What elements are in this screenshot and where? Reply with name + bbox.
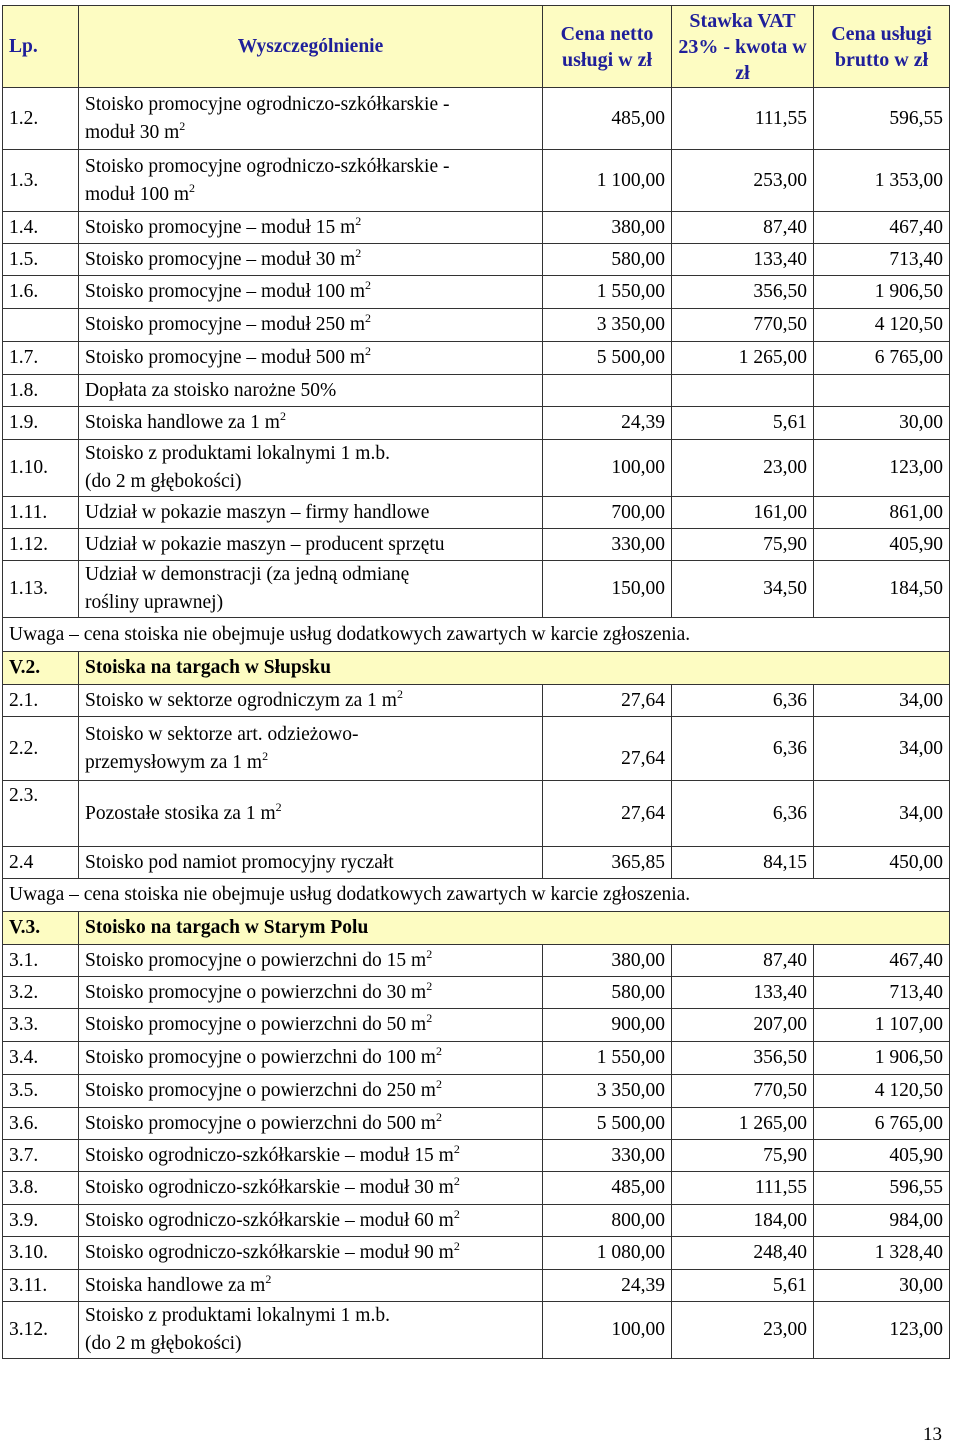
- superscript: 2: [179, 118, 186, 133]
- row-number: 2.3.: [3, 781, 79, 847]
- description-text: Stoisko promocyjne o powierzchni do 500 m: [85, 1112, 436, 1134]
- row-number: 3.5.: [3, 1075, 79, 1108]
- description-line: Stoisko w sektorze art. odzieżowo-: [85, 723, 359, 745]
- row-description: [79, 497, 543, 529]
- vat-amount: 1 265,00: [672, 342, 814, 375]
- row-number: 2.2.: [3, 717, 79, 781]
- section-number: V.2.: [3, 652, 79, 685]
- description-text: rośliny uprawnej): [85, 592, 224, 613]
- vat-amount: 133,40: [672, 977, 814, 1009]
- description-line: Stoisko promocyjne ogrodniczo-szkółkarskie -: [85, 93, 450, 115]
- description-text: Stoisko promocyjne o powierzchni do 250 m: [85, 1080, 436, 1101]
- description-text: przemysłowym za 1 m: [85, 751, 263, 773]
- description-line: [85, 119, 536, 147]
- price-brutto: 1 353,00: [814, 150, 950, 212]
- row-description: [79, 717, 543, 781]
- description-text: Stoisko promocyjne – moduł 500 m: [85, 347, 366, 368]
- price-brutto: 984,00: [814, 1205, 950, 1237]
- description-text: Stoisko promocyjne – moduł 100 m: [85, 281, 366, 302]
- description-line: Stoisko z produktami lokalnymi 1 m.b.: [85, 443, 390, 464]
- table-row: [3, 1237, 950, 1270]
- price-netto: 27,64: [543, 781, 672, 847]
- header-row: [3, 6, 950, 88]
- price-brutto: 6 765,00: [814, 1108, 950, 1140]
- vat-amount: 6,36: [672, 717, 814, 781]
- row-description: [79, 1140, 543, 1172]
- superscript: 2: [453, 1141, 460, 1156]
- superscript: 2: [355, 245, 362, 260]
- vat-amount: 207,00: [672, 1009, 814, 1042]
- vat-amount: 770,50: [672, 1075, 814, 1108]
- row-number: 2.1.: [3, 685, 79, 717]
- table-row: [3, 1270, 950, 1302]
- price-netto: 1 550,00: [543, 1042, 672, 1075]
- note-text: Uwaga – cena stoiska nie obejmuje usług dodatkowych zawartych w karcie zgłoszenia.: [3, 879, 950, 912]
- row-number: 3.6.: [3, 1108, 79, 1140]
- price-netto: 330,00: [543, 529, 672, 561]
- table-row: [3, 685, 950, 717]
- vat-amount: 34,50: [672, 561, 814, 618]
- vat-amount: 75,90: [672, 529, 814, 561]
- price-brutto: 405,90: [814, 529, 950, 561]
- price-netto: 380,00: [543, 212, 672, 244]
- price-brutto: 713,40: [814, 244, 950, 276]
- description-line: [85, 468, 536, 496]
- table-row: [3, 1205, 950, 1237]
- description-text: Stoisko promocyjne o powierzchni do 30 m: [85, 981, 427, 1003]
- price-brutto: 34,00: [814, 685, 950, 717]
- description-text: Stoisko ogrodniczo-szkółkarskie – moduł 30 m: [85, 1177, 454, 1198]
- table-row: [3, 244, 950, 276]
- price-brutto: 1 107,00: [814, 1009, 950, 1042]
- price-netto: 3 350,00: [543, 1075, 672, 1108]
- price-netto: 485,00: [543, 1172, 672, 1205]
- page-number: 13: [923, 1424, 942, 1445]
- description-line: [85, 181, 536, 209]
- section-1-body: [3, 88, 950, 618]
- superscript: 2: [262, 748, 269, 763]
- row-description: [79, 1075, 543, 1108]
- price-netto: 700,00: [543, 497, 672, 529]
- price-brutto: 6 765,00: [814, 342, 950, 375]
- vat-amount: 111,55: [672, 88, 814, 150]
- price-netto: 3 350,00: [543, 309, 672, 342]
- row-number: 3.2.: [3, 977, 79, 1009]
- row-number: 2.4: [3, 847, 79, 879]
- price-brutto: 34,00: [814, 717, 950, 781]
- vat-amount: 5,61: [672, 1270, 814, 1302]
- row-number: 3.1.: [3, 945, 79, 977]
- vat-amount: 87,40: [672, 945, 814, 977]
- price-brutto: 861,00: [814, 497, 950, 529]
- section-header-row: [3, 912, 950, 945]
- description-line: Udział w demonstracji (za jedną odmianę: [85, 564, 410, 585]
- row-description: [79, 1108, 543, 1140]
- table-row: [3, 977, 950, 1009]
- description-text: Stoisko promocyjne o powierzchni do 100 m: [85, 1047, 436, 1068]
- row-description: [79, 977, 543, 1009]
- vat-amount: 23,00: [672, 1302, 814, 1359]
- price-brutto: 1 906,50: [814, 276, 950, 309]
- row-description: [79, 1042, 543, 1075]
- description-text: (do 2 m głębokości): [85, 1333, 242, 1354]
- price-netto: 330,00: [543, 1140, 672, 1172]
- superscript: 2: [426, 978, 433, 993]
- price-brutto: 713,40: [814, 977, 950, 1009]
- price-brutto: 1 328,40: [814, 1237, 950, 1270]
- price-netto: 150,00: [543, 561, 672, 618]
- row-number: 3.9.: [3, 1205, 79, 1237]
- table-row: [3, 847, 950, 879]
- row-description: [79, 1302, 543, 1359]
- row-description: [79, 847, 543, 879]
- table-row: [3, 440, 950, 497]
- description-text: Pozostałe stosika za 1 m: [85, 802, 276, 824]
- table-row: [3, 1042, 950, 1075]
- price-netto: 1 550,00: [543, 276, 672, 309]
- vat-amount: 248,40: [672, 1237, 814, 1270]
- row-description: [79, 212, 543, 244]
- price-netto: 1 100,00: [543, 150, 672, 212]
- row-number: [3, 309, 79, 342]
- row-description: [79, 276, 543, 309]
- vat-amount: 111,55: [672, 1172, 814, 1205]
- row-number: 3.12.: [3, 1302, 79, 1359]
- description-text: Stoisko promocyjne – moduł 250 m: [85, 314, 366, 335]
- row-number: 3.4.: [3, 1042, 79, 1075]
- price-netto: 580,00: [543, 244, 672, 276]
- table-row: [3, 375, 950, 407]
- table-row: [3, 276, 950, 309]
- section-header-row: [3, 652, 950, 685]
- description-text: Stoisko promocyjne – moduł 15 m: [85, 216, 356, 238]
- section-title: Stoisko na targach w Starym Polu: [79, 912, 950, 945]
- row-description: [79, 407, 543, 440]
- row-number: 1.13.: [3, 561, 79, 618]
- section-3-body: [3, 945, 950, 1359]
- row-number: 1.9.: [3, 407, 79, 440]
- description-line: Stoisko promocyjne ogrodniczo-szkółkarskie -: [85, 155, 450, 177]
- price-netto: 5 500,00: [543, 1108, 672, 1140]
- description-text: Stoiska handlowe za m: [85, 1274, 266, 1296]
- price-netto: 24,39: [543, 1270, 672, 1302]
- price-netto: 380,00: [543, 945, 672, 977]
- superscript: 2: [365, 344, 372, 358]
- description-line: Stoisko z produktami lokalnymi 1 m.b.: [85, 1305, 390, 1326]
- price-brutto: 184,50: [814, 561, 950, 618]
- col-desc-header: Wyszczególnienie: [79, 6, 543, 88]
- table-row: [3, 1009, 950, 1042]
- vat-amount: 1 265,00: [672, 1108, 814, 1140]
- vat-amount: 133,40: [672, 244, 814, 276]
- description-line: [85, 1330, 536, 1358]
- table-row: [3, 1075, 950, 1108]
- row-description: [79, 781, 543, 847]
- row-description: [79, 1237, 543, 1270]
- table-row: [3, 1302, 950, 1359]
- row-description: [79, 561, 543, 618]
- row-description: [79, 685, 543, 717]
- section-title: Stoiska na targach w Słupsku: [79, 652, 950, 685]
- table-row: [3, 497, 950, 529]
- row-number: 1.4.: [3, 212, 79, 244]
- row-description: [79, 1270, 543, 1302]
- row-description: [79, 440, 543, 497]
- price-netto: 365,85: [543, 847, 672, 879]
- price-netto: 27,64: [543, 685, 672, 717]
- row-number: 3.3.: [3, 1009, 79, 1042]
- superscript: 2: [365, 278, 372, 292]
- col-brutto-header: Cena usługi brutto w zł: [814, 6, 950, 88]
- superscript: 2: [453, 1206, 460, 1221]
- superscript: 2: [453, 1239, 460, 1253]
- price-brutto: 405,90: [814, 1140, 950, 1172]
- row-number: 1.2.: [3, 88, 79, 150]
- table-row: [3, 561, 950, 618]
- superscript: 2: [265, 1271, 272, 1286]
- description-text: (do 2 m głębokości): [85, 471, 242, 492]
- section-number: V.3.: [3, 912, 79, 945]
- note-row: [3, 618, 950, 652]
- price-netto: 5 500,00: [543, 342, 672, 375]
- col-lp-header: Lp.: [3, 6, 79, 88]
- price-brutto: 34,00: [814, 781, 950, 847]
- price-table: [2, 5, 950, 1359]
- description-text: Stoisko ogrodniczo-szkółkarskie – moduł 60 m: [85, 1209, 454, 1231]
- superscript: 2: [189, 180, 196, 195]
- row-description: [79, 150, 543, 212]
- table-row: [3, 88, 950, 150]
- table-row: [3, 407, 950, 440]
- table-row: [3, 309, 950, 342]
- note-row: [3, 879, 950, 912]
- row-description: [79, 1205, 543, 1237]
- superscript: 2: [426, 946, 433, 961]
- description-text: Stoisko ogrodniczo-szkółkarskie – moduł 15 m: [85, 1144, 454, 1166]
- table-row: [3, 529, 950, 561]
- table-row: [3, 781, 950, 847]
- row-number: 1.5.: [3, 244, 79, 276]
- row-description: [79, 244, 543, 276]
- vat-amount: 84,15: [672, 847, 814, 879]
- description-text: moduł 100 m: [85, 183, 190, 205]
- price-brutto: 30,00: [814, 407, 950, 440]
- description-line: [85, 589, 536, 617]
- superscript: 2: [396, 686, 403, 701]
- row-number: 3.10.: [3, 1237, 79, 1270]
- superscript: 2: [279, 409, 286, 423]
- description-text: Udział w pokazie maszyn – firmy handlowe: [85, 501, 430, 523]
- superscript: 2: [426, 1011, 433, 1025]
- description-text: Stoisko promocyjne – moduł 30 m: [85, 248, 356, 270]
- row-description: [79, 1172, 543, 1205]
- price-brutto: 596,55: [814, 88, 950, 150]
- superscript: 2: [453, 1174, 460, 1188]
- vat-amount: 770,50: [672, 309, 814, 342]
- vat-amount: 6,36: [672, 685, 814, 717]
- price-netto: 24,39: [543, 407, 672, 440]
- row-number: 1.7.: [3, 342, 79, 375]
- vat-amount: 184,00: [672, 1205, 814, 1237]
- price-brutto: 123,00: [814, 1302, 950, 1359]
- col-vat-header: Stawka VAT 23% - kwota w zł: [672, 6, 814, 88]
- description-text: Stoisko pod namiot promocyjny ryczałt: [85, 851, 394, 873]
- price-brutto: 4 120,50: [814, 309, 950, 342]
- price-brutto: 1 906,50: [814, 1042, 950, 1075]
- description-line: [85, 749, 536, 777]
- price-brutto: 4 120,50: [814, 1075, 950, 1108]
- price-brutto: 123,00: [814, 440, 950, 497]
- price-brutto: 467,40: [814, 945, 950, 977]
- row-number: 1.8.: [3, 375, 79, 407]
- col-netto-header: Cena netto usługi w zł: [543, 6, 672, 88]
- price-netto: 485,00: [543, 88, 672, 150]
- table-row: [3, 1108, 950, 1140]
- price-netto: 900,00: [543, 1009, 672, 1042]
- price-brutto: 467,40: [814, 212, 950, 244]
- row-number: 1.12.: [3, 529, 79, 561]
- table-row: [3, 1140, 950, 1172]
- row-description: [79, 1009, 543, 1042]
- row-description: [79, 342, 543, 375]
- vat-amount: 6,36: [672, 781, 814, 847]
- superscript: 2: [435, 1109, 442, 1124]
- vat-amount: 161,00: [672, 497, 814, 529]
- superscript: 2: [435, 1044, 442, 1058]
- superscript: 2: [355, 213, 362, 228]
- price-brutto: 450,00: [814, 847, 950, 879]
- vat-amount: 356,50: [672, 276, 814, 309]
- row-number: 3.8.: [3, 1172, 79, 1205]
- vat-amount: 75,90: [672, 1140, 814, 1172]
- description-text: moduł 30 m: [85, 121, 180, 143]
- price-netto: 1 080,00: [543, 1237, 672, 1270]
- table-row: [3, 212, 950, 244]
- description-text: Stoisko w sektorze ogrodniczym za 1 m: [85, 689, 397, 711]
- superscript: 2: [365, 311, 372, 325]
- vat-amount: 5,61: [672, 407, 814, 440]
- description-text: Stoiska handlowe za 1 m: [85, 412, 280, 433]
- row-description: [79, 309, 543, 342]
- description-text: Stoisko promocyjne o powierzchni do 50 m: [85, 1014, 427, 1035]
- price-netto: 800,00: [543, 1205, 672, 1237]
- table-row: [3, 717, 950, 781]
- table-row: [3, 1172, 950, 1205]
- vat-amount: [672, 375, 814, 407]
- description-text: Stoisko ogrodniczo-szkółkarskie – moduł 90 m: [85, 1242, 454, 1263]
- section-2-body: [3, 685, 950, 879]
- note-text: Uwaga – cena stoiska nie obejmuje usług dodatkowych zawartych w karcie zgłoszenia.: [3, 618, 950, 652]
- description-text: Udział w pokazie maszyn – producent sprzętu: [85, 533, 445, 555]
- row-number: 3.11.: [3, 1270, 79, 1302]
- table-row: [3, 342, 950, 375]
- superscript: 2: [275, 799, 282, 814]
- description-text: Dopłata za stoisko narożne 50%: [85, 379, 337, 401]
- row-number: 1.10.: [3, 440, 79, 497]
- price-brutto: 596,55: [814, 1172, 950, 1205]
- vat-amount: 356,50: [672, 1042, 814, 1075]
- price-brutto: [814, 375, 950, 407]
- superscript: 2: [435, 1077, 442, 1091]
- row-description: [79, 945, 543, 977]
- row-description: [79, 375, 543, 407]
- row-description: [79, 529, 543, 561]
- vat-amount: 23,00: [672, 440, 814, 497]
- row-number: 1.11.: [3, 497, 79, 529]
- row-number: 1.6.: [3, 276, 79, 309]
- price-netto: 27,64: [543, 717, 672, 781]
- price-netto: 100,00: [543, 440, 672, 497]
- row-number: 1.3.: [3, 150, 79, 212]
- vat-amount: 87,40: [672, 212, 814, 244]
- table-row: [3, 150, 950, 212]
- price-brutto: 30,00: [814, 1270, 950, 1302]
- table-row: [3, 945, 950, 977]
- row-number: 3.7.: [3, 1140, 79, 1172]
- price-netto: 100,00: [543, 1302, 672, 1359]
- description-text: Stoisko promocyjne o powierzchni do 15 m: [85, 949, 427, 971]
- price-netto: 580,00: [543, 977, 672, 1009]
- vat-amount: 253,00: [672, 150, 814, 212]
- price-netto: [543, 375, 672, 407]
- row-description: [79, 88, 543, 150]
